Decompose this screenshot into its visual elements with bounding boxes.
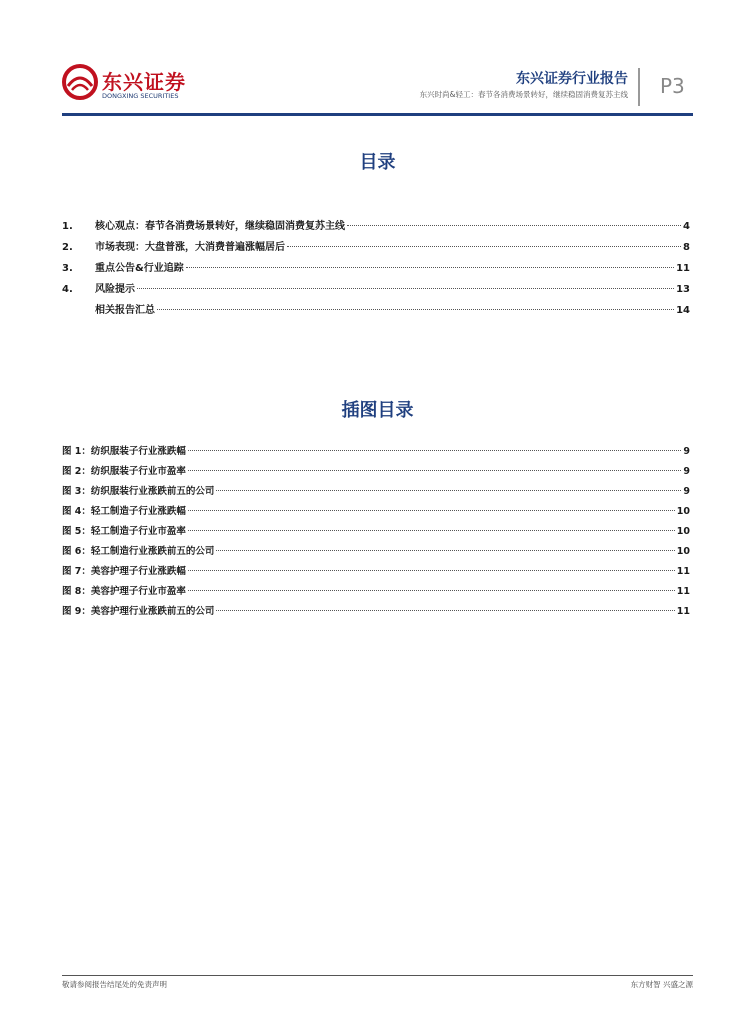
toc-entry-number: 2.	[62, 242, 73, 253]
toc-entry-label: 相关报告汇总	[95, 305, 155, 316]
toc-entry-page: 11	[676, 263, 690, 274]
toc-entry-number: 1.	[62, 221, 73, 232]
figure-entry-page: 11	[676, 606, 690, 617]
figure-entry[interactable]	[62, 483, 690, 503]
logo-en-text: DONGXING SECURITIES	[102, 92, 179, 100]
figure-entry-page: 9	[683, 466, 690, 477]
footer-slogan: 东方财智 兴盛之源	[630, 980, 693, 989]
footer-disclaimer: 敬请参阅报告结尾处的免责声明	[62, 980, 167, 989]
leader-dots	[186, 267, 674, 268]
logo-cn-text: 东兴证券	[102, 70, 186, 94]
figures-title: 插图目录	[341, 400, 414, 421]
figure-entry-page: 11	[676, 586, 690, 597]
figure-entry[interactable]	[62, 503, 690, 523]
toc-entry[interactable]	[62, 301, 690, 322]
footer-rule	[62, 975, 693, 976]
leader-dots	[287, 246, 681, 247]
figure-entry[interactable]	[62, 563, 690, 583]
figure-entry-page: 10	[676, 526, 690, 537]
toc-entry-label: 风险提示	[95, 284, 135, 295]
leader-dots	[188, 590, 675, 591]
figure-entry-label: 图 5：轻工制造子行业市盈率	[62, 526, 186, 537]
toc-entry-page: 13	[676, 284, 690, 295]
toc-entry-label: 核心观点：春节各消费场景转好，继续稳固消费复苏主线	[95, 221, 345, 232]
page-number: P3	[660, 74, 685, 98]
figure-entry-label: 图 3：纺织服装行业涨跌前五的公司	[62, 486, 215, 497]
figure-entry-label: 图 2：纺织服装子行业市盈率	[62, 466, 186, 477]
leader-dots	[188, 450, 681, 451]
leader-dots	[347, 225, 681, 226]
header-divider	[638, 68, 640, 106]
figure-entry-label: 图 4：轻工制造子行业涨跌幅	[62, 506, 186, 517]
toc-entry-page: 8	[683, 242, 690, 253]
figure-entry-page: 9	[683, 486, 690, 497]
leader-dots	[188, 570, 675, 571]
report-subtitle: 东兴时尚&轻工：春节各消费场景转好，继续稳固消费复苏主线	[419, 90, 628, 99]
leader-dots	[216, 490, 681, 491]
figure-entry[interactable]	[62, 583, 690, 603]
leader-dots	[188, 470, 681, 471]
toc-title: 目录	[359, 152, 396, 173]
figure-entry-page: 10	[676, 546, 690, 557]
leader-dots	[157, 309, 674, 310]
toc-entry-label: 重点公告&行业追踪	[95, 263, 184, 274]
toc-list	[62, 217, 690, 322]
figure-entry-label: 图 1：纺织服装子行业涨跌幅	[62, 446, 186, 457]
toc-entry[interactable]	[62, 259, 690, 280]
toc-entry-label: 市场表现：大盘普涨，大消费普遍涨幅居后	[95, 242, 285, 253]
company-logo	[62, 64, 186, 104]
figure-entry-label: 图 9：美容护理行业涨跌前五的公司	[62, 606, 215, 617]
toc-entry-page: 14	[676, 305, 690, 316]
header-rule	[62, 113, 693, 116]
toc-entry-page: 4	[683, 221, 690, 232]
figure-entry-label: 图 8：美容护理子行业市盈率	[62, 586, 186, 597]
toc-entry[interactable]	[62, 217, 690, 238]
figure-entry-label: 图 7：美容护理子行业涨跌幅	[62, 566, 186, 577]
figure-entry-page: 10	[676, 506, 690, 517]
figures-list	[62, 443, 690, 623]
leader-dots	[137, 288, 674, 289]
toc-entry-number: 4.	[62, 284, 73, 295]
figure-entry-page: 9	[683, 446, 690, 457]
leader-dots	[188, 510, 675, 511]
figure-entry-label: 图 6：轻工制造行业涨跌前五的公司	[62, 546, 215, 557]
logo-emblem-icon	[62, 64, 98, 100]
toc-entry[interactable]	[62, 280, 690, 301]
leader-dots	[216, 610, 674, 611]
figure-entry[interactable]	[62, 603, 690, 623]
figure-entry[interactable]	[62, 463, 690, 483]
leader-dots	[216, 550, 674, 551]
figure-entry[interactable]	[62, 543, 690, 563]
toc-entry[interactable]	[62, 238, 690, 259]
figure-entry[interactable]	[62, 523, 690, 543]
figure-entry[interactable]	[62, 443, 690, 463]
figure-entry-page: 11	[676, 566, 690, 577]
report-title: 东兴证券行业报告	[516, 71, 628, 87]
leader-dots	[188, 530, 675, 531]
toc-entry-number: 3.	[62, 263, 73, 274]
